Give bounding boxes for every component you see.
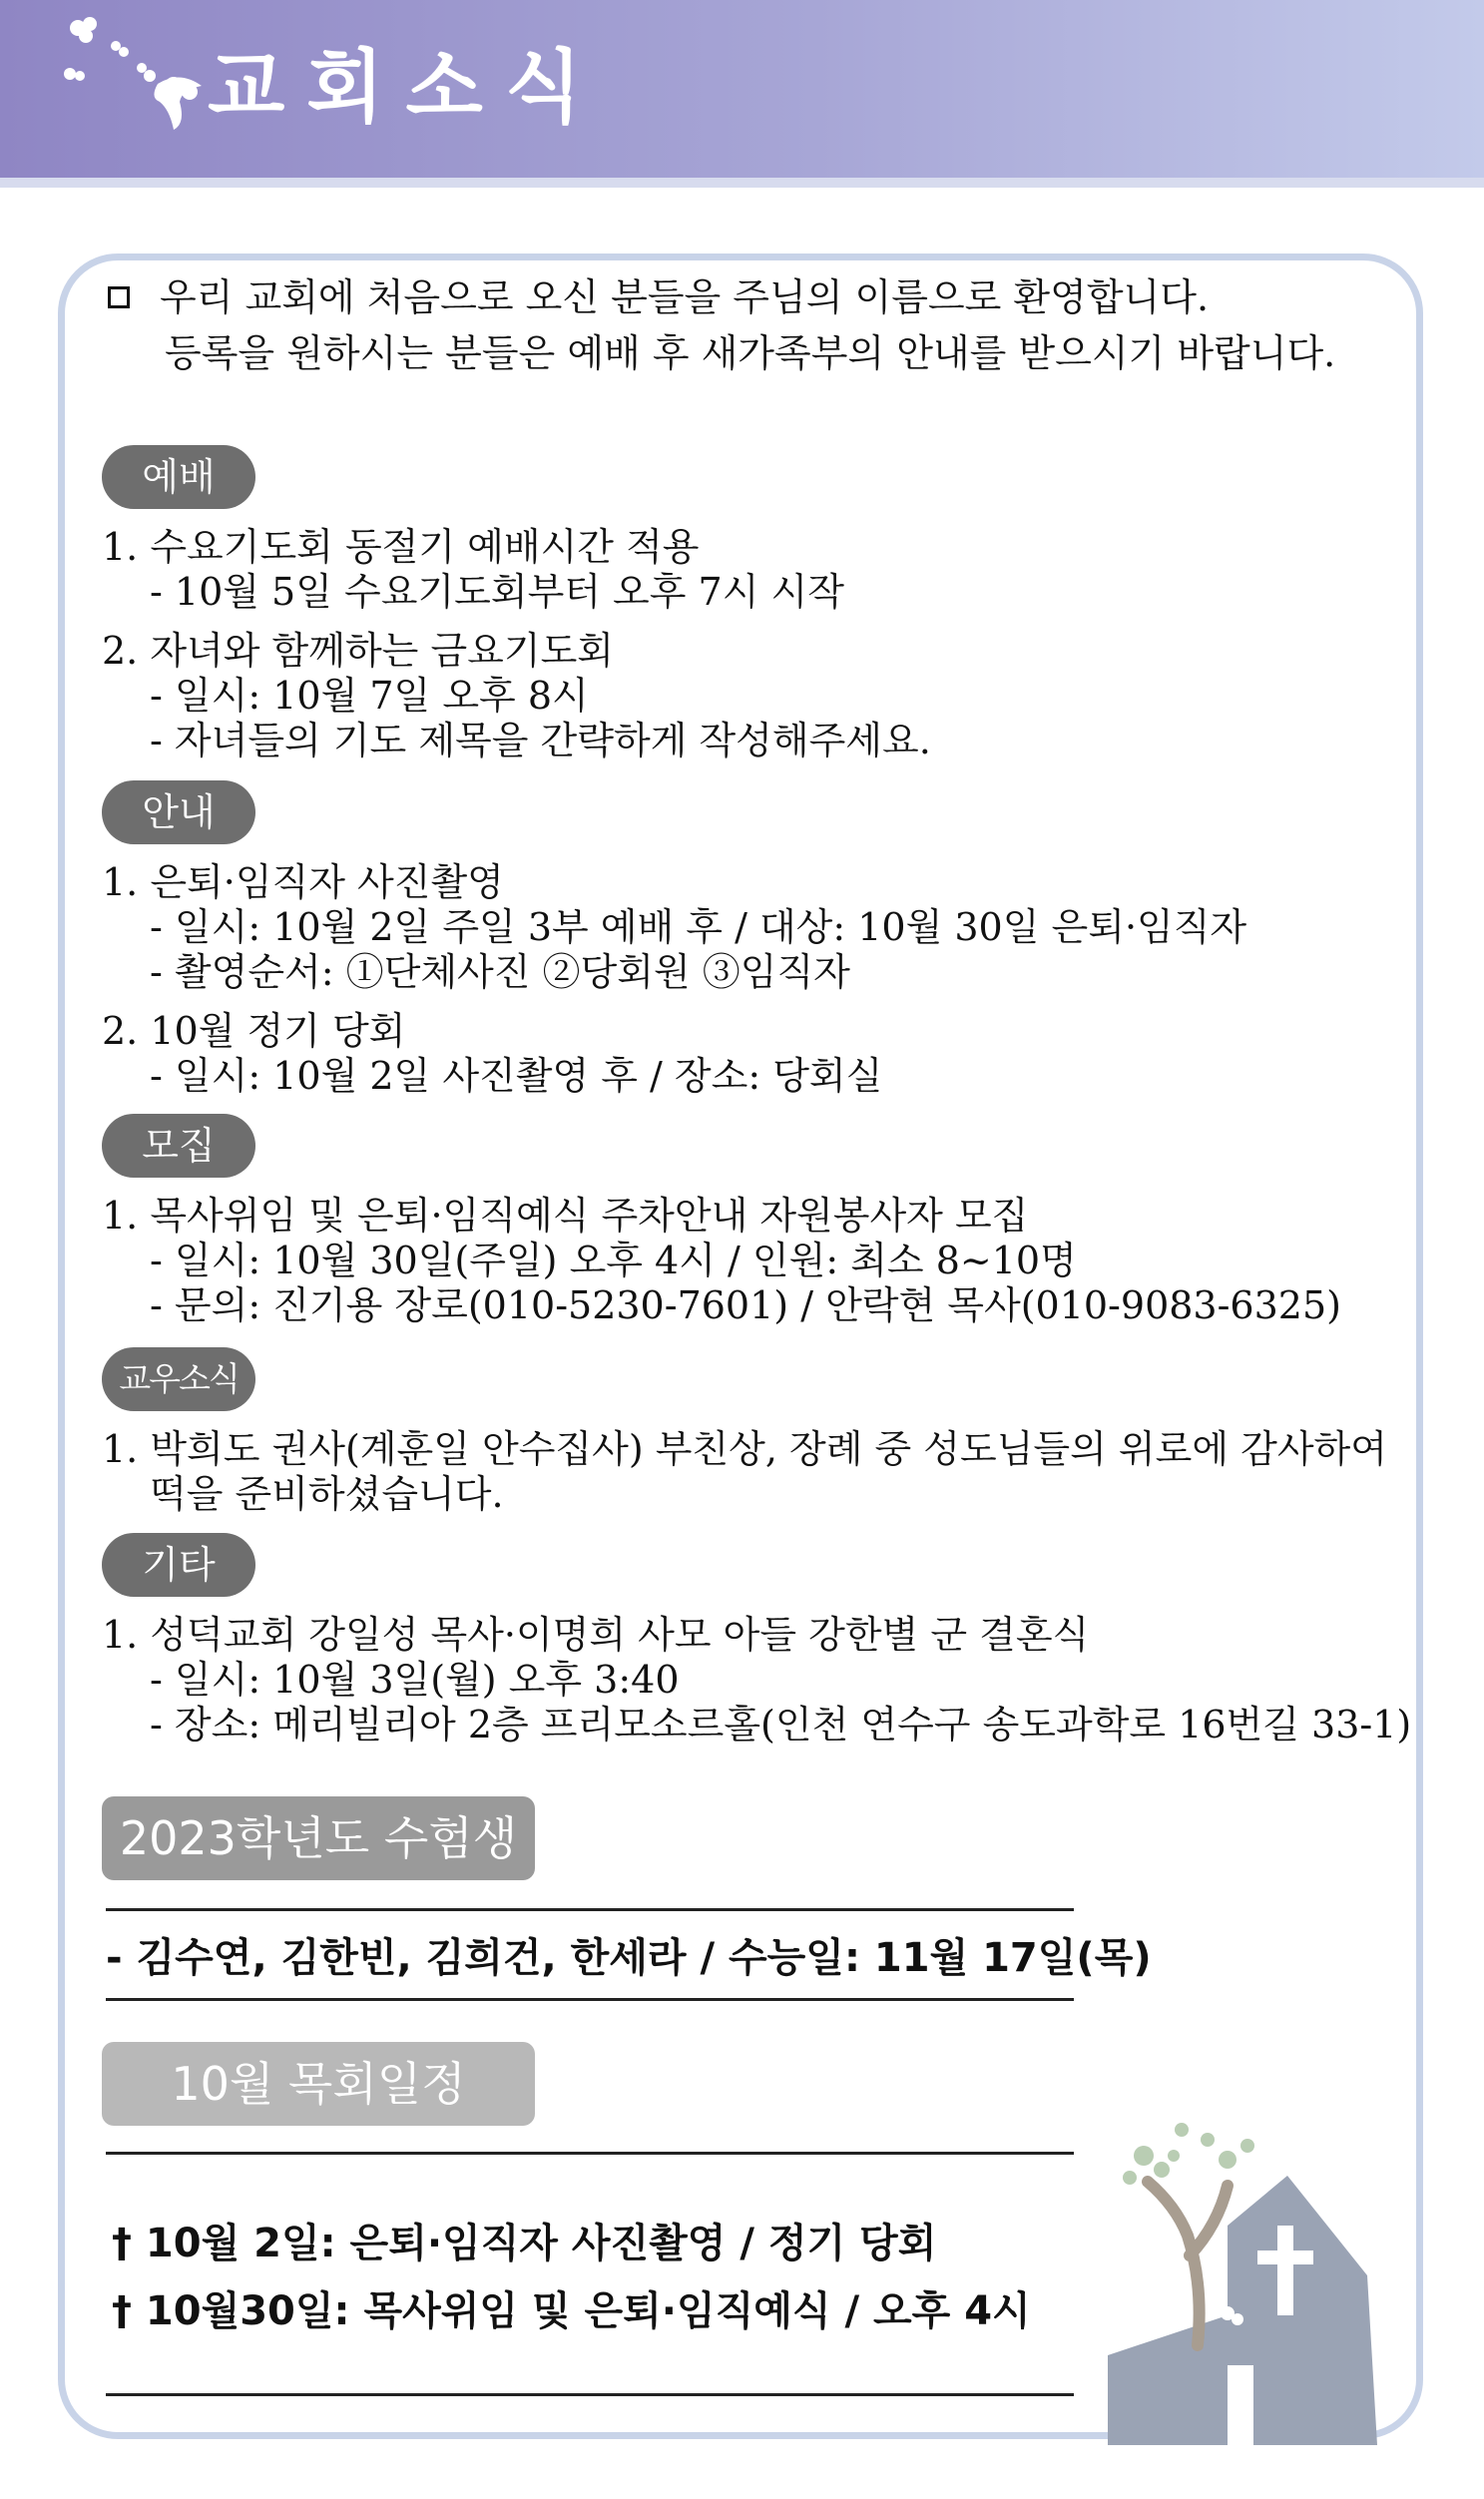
section-recruit [102, 1114, 1341, 1328]
exam-students-heading: 2023학년도 수험생 [102, 1796, 535, 1880]
notice-item-2: 2. 10월 정기 당회 [102, 1009, 406, 1053]
divider-line [106, 1908, 1074, 1911]
worship-item-2-detail-2: - 자녀들의 기도 제목을 간략하게 작성해주세요. [150, 719, 931, 762]
recruit-item-1: 1. 목사위임 및 은퇴·임직예식 주차안내 자원봉사자 모집 [102, 1194, 1029, 1238]
notice-item-1-detail-1: - 일시: 10월 2일 주일 3부 예배 후 / 대상: 10월 30일 은퇴·임직자 [150, 905, 1247, 949]
schedule-item: † 10월30일: 목사위임 및 은퇴·임직예식 / 오후 4시 [112, 2288, 1031, 2334]
divider-line [106, 2152, 1074, 2155]
section-notice [102, 780, 1246, 1099]
exam-students-list: - 김수연, 김한빈, 김희건, 한세라 / 수능일: 11월 17일(목) [106, 1935, 1152, 1981]
recruit-item-1-detail-2: - 문의: 진기용 장로(010-5230-7601) / 안락현 목사(010-9083-6325) [150, 1283, 1341, 1327]
section-label-etc: 기타 [102, 1533, 255, 1597]
etc-item-1-detail-1: - 일시: 10월 3일(월) 오후 3:40 [150, 1658, 680, 1702]
etc-item-1: 1. 성덕교회 강일성 목사·이명희 사모 아들 강한별 군 결혼식 [102, 1613, 1090, 1657]
header-banner [0, 0, 1484, 178]
notice-item-1-detail-2: - 촬영순서: ①단체사진 ②당회원 ③임직자 [150, 950, 850, 994]
section-label-notice: 안내 [102, 780, 255, 844]
schedule-heading: 10월 목회일정 [102, 2042, 535, 2126]
square-bullet-icon [108, 286, 130, 308]
welcome-message [108, 269, 1335, 381]
divider-line [106, 2393, 1074, 2396]
section-etc [102, 1533, 1411, 1748]
section-label-members: 교우소식 [102, 1347, 255, 1411]
welcome-line-2: 등록을 원하시는 분들은 예배 후 새가족부의 안내를 받으시기 바랍니다. [165, 331, 1336, 375]
notice-item-1: 1. 은퇴·임직자 사진촬영 [102, 860, 504, 904]
recruit-item-1-detail-1: - 일시: 10월 30일(주일) 오후 4시 / 인원: 최소 8~10명 [150, 1239, 1077, 1282]
section-members [102, 1347, 1387, 1517]
section-label-worship: 예배 [102, 445, 255, 509]
worship-item-1: 1. 수요기도회 동절기 예배시간 적용 [102, 525, 700, 569]
schedule-item: † 10월 2일: 은퇴·임직자 사진촬영 / 정기 당회 [112, 2221, 937, 2266]
notice-item-2-detail: - 일시: 10월 2일 사진촬영 후 / 장소: 당회실 [150, 1054, 883, 1098]
banner-underline [0, 178, 1484, 188]
section-worship [102, 445, 931, 763]
section-label-recruit: 모집 [102, 1114, 255, 1178]
welcome-line-1: 우리 교회에 처음으로 오신 분들을 주님의 이름으로 환영합니다. [160, 275, 1210, 319]
members-item-1-continued: 떡을 준비하셨습니다. [150, 1472, 504, 1516]
members-item-1: 1. 박희도 권사(계훈일 안수집사) 부친상, 장례 중 성도님들의 위로에 감사하여 [102, 1427, 1387, 1471]
church-illustration-icon [1078, 2116, 1387, 2445]
worship-item-1-detail: - 10월 5일 수요기도회부터 오후 7시 시작 [150, 570, 844, 614]
divider-line [106, 1998, 1074, 2001]
page-title: 교회소식 [208, 41, 605, 134]
flower-decoration-icon [30, 6, 210, 136]
worship-item-2: 2. 자녀와 함께하는 금요기도회 [102, 629, 614, 673]
etc-item-1-detail-2: - 장소: 메리빌리아 2층 프리모소르홀(인천 연수구 송도과학로 16번길 33-1) [150, 1703, 1412, 1747]
worship-item-2-detail-1: - 일시: 10월 7일 오후 8시 [150, 674, 589, 718]
